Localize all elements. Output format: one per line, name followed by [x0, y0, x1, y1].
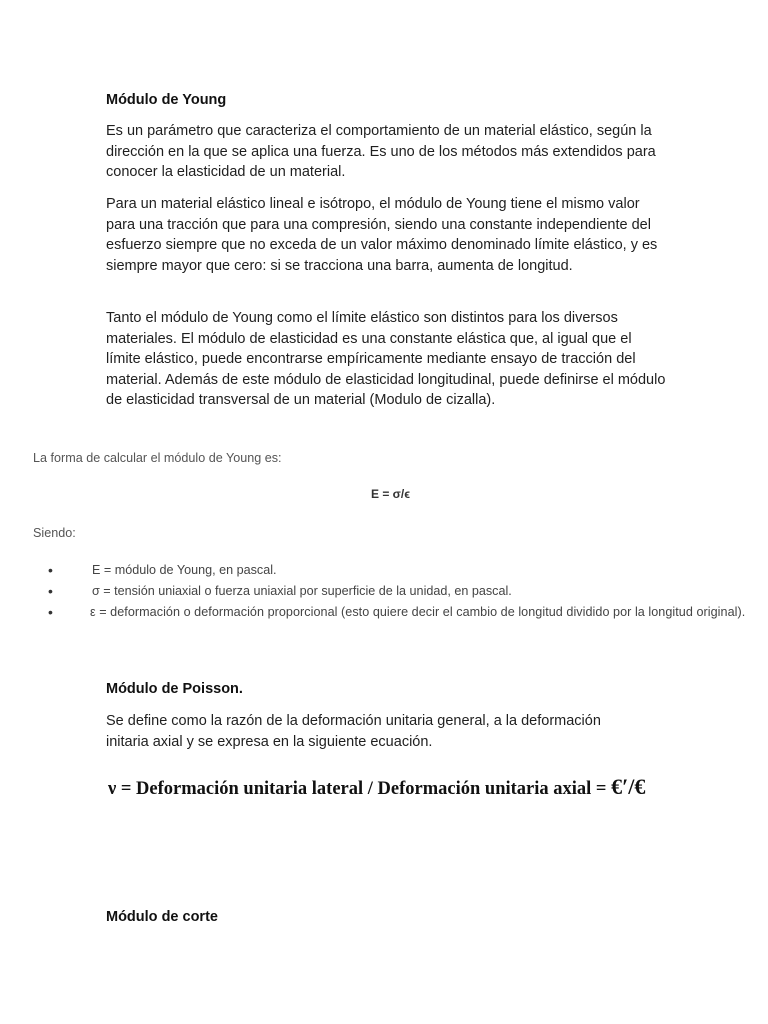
poisson-section: [106, 681, 666, 697]
young-paragraph-2: [106, 194, 666, 276]
calc-intro: La forma de calcular el módulo de Young es:: [33, 451, 282, 465]
list-item: [0, 602, 768, 623]
corte-section: [106, 909, 666, 925]
young-title: Módulo de Young: [106, 92, 227, 108]
siendo-label: Siendo:: [33, 526, 76, 540]
list-item: [0, 581, 768, 602]
young-p1-text: Es un parámetro que caracteriza el comportamiento de un material elástico, según la dirección en la que se aplica una fuerza. Es uno de los métodos más extendidos para conocer la elasticidad de un material.: [106, 123, 656, 181]
young-paragraph-1: [106, 121, 666, 183]
definitions-list: [0, 560, 768, 622]
poisson-p1-text: Se define como la razón de la deformación unitaria general, a la deformación initaria axial y se expresa en la siguiente ecuación.: [106, 713, 601, 750]
poisson-title: Módulo de Poisson.: [106, 681, 243, 697]
poisson-equation-text: ν = Deformación unitaria lateral / Deformación unitaria axial =: [108, 779, 612, 799]
poisson-equation-symbols: €′/€: [611, 774, 646, 799]
young-paragraph-3: [106, 308, 666, 411]
young-section: [106, 92, 666, 108]
young-p2-text: Para un material elástico lineal e isótropo, el módulo de Young tiene el mismo valor para una tracción que para una compresión, siendo una constante independiente del esfuerzo siempre que no exceda de un valor máximo denominado límite elástico, y es siempre mayor que cero: si se tracciona una barra, aumenta de longitud.: [106, 196, 658, 274]
bullet-icon: •: [48, 562, 53, 578]
definition-e: E = módulo de Young, en pascal.: [92, 563, 277, 577]
definition-sigma: σ = tensión uniaxial o fuerza uniaxial por superficie de la unidad, en pascal.: [92, 583, 512, 598]
definition-epsilon: ε = deformación o deformación proporcional (esto quiere decir el cambio de longitud dividido por la longitud original).: [90, 604, 746, 619]
bullet-icon: •: [48, 603, 53, 620]
young-formula: E = σ/ϵ: [371, 487, 410, 501]
poisson-equation: [108, 774, 645, 800]
poisson-paragraph: [106, 711, 636, 752]
young-p3-text: Tanto el módulo de Young como el límite elástico son distintos para los diversos materiales. El módulo de elasticidad es una constante elástica que, al igual que el límite elástico, puede encontrarse empíricamente mediante ensayo de tracción del material. Además de este módulo de elasticidad longitudinal, puede definirse el módulo de elasticidad transversal de un material (Modulo de cizalla).: [106, 310, 666, 409]
corte-title: Módulo de corte: [106, 909, 218, 925]
bullet-icon: •: [48, 582, 53, 599]
list-item: [0, 560, 768, 581]
